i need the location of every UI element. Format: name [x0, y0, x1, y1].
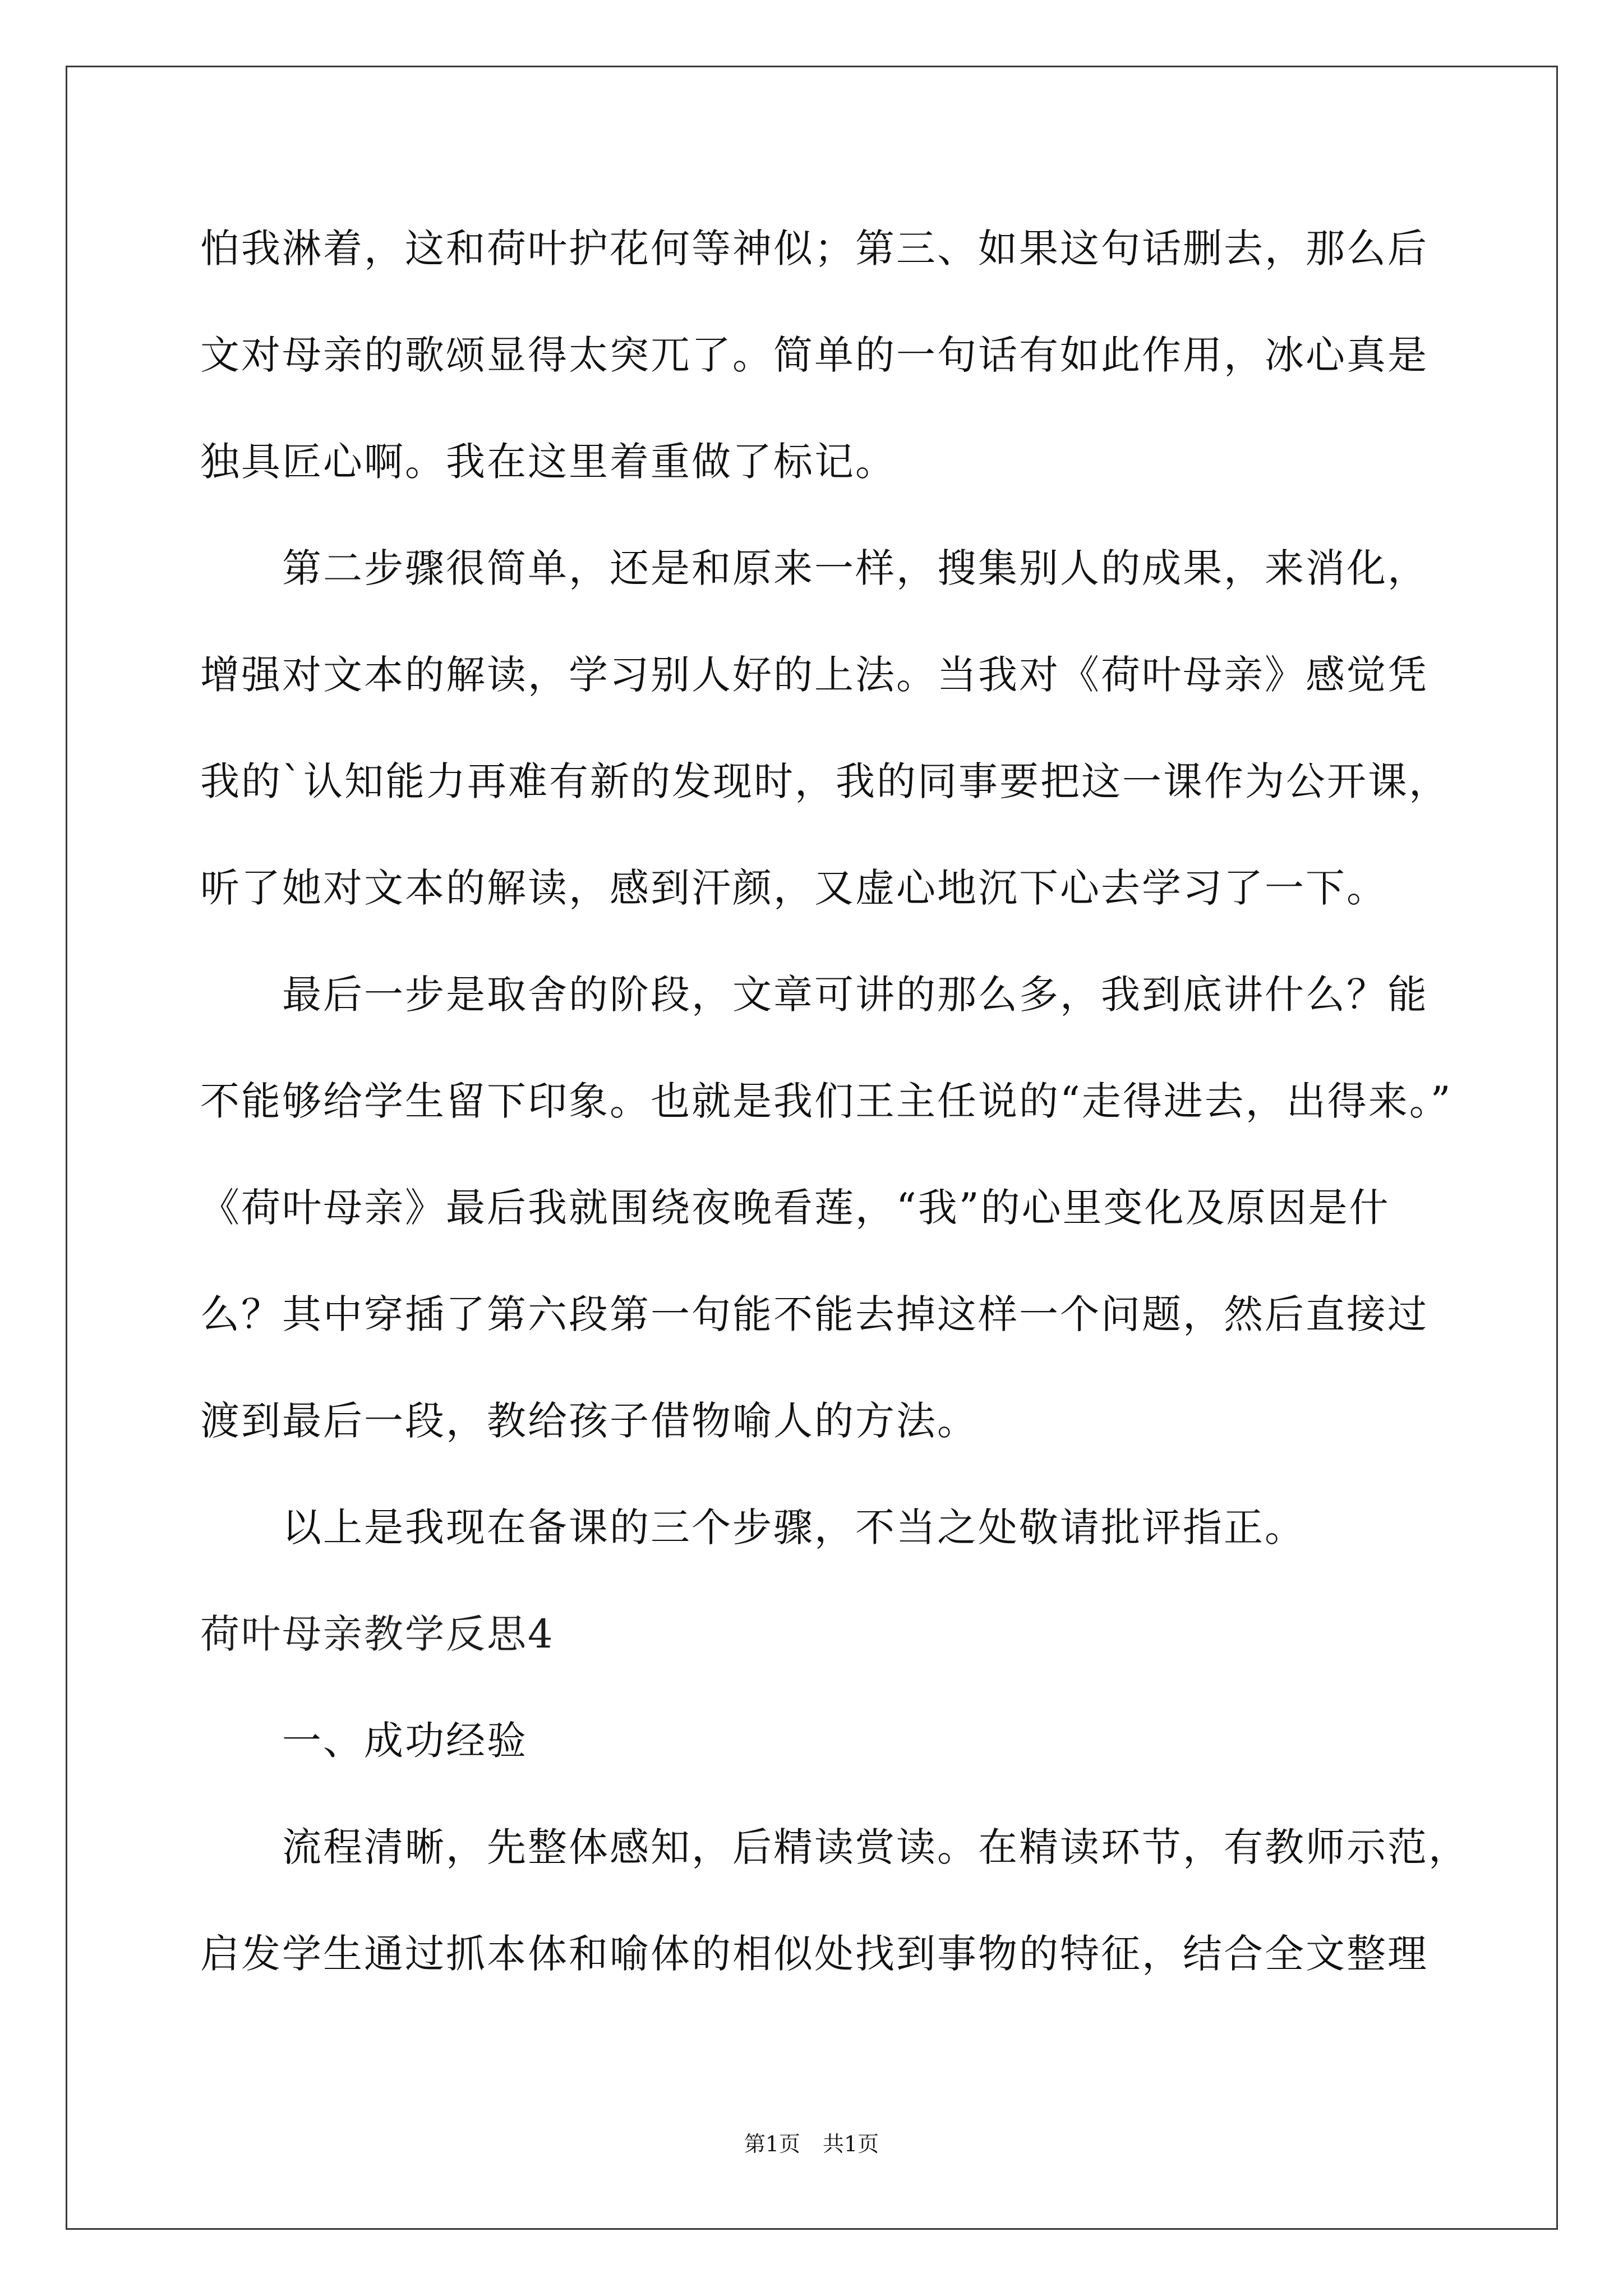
paragraph: [200, 1474, 1546, 1581]
paragraph: [200, 515, 1546, 941]
text-line: 启发学生通过抓本体和喻体的相似处找到事物的特征，结合全文整理: [200, 1931, 1428, 1977]
text-line: 我的`认知能力再难有新的发现时，我的同事要把这一课作为公开课，: [200, 758, 1450, 804]
text-line: 以上是我现在备课的三个步骤，不当之处敬请批评指正。: [282, 1504, 1306, 1550]
text-line: 怕我淋着，这和荷叶护花何等神似；第三、如果这句话删去，那么后: [200, 226, 1428, 272]
text-line: 《荷叶母亲》最后我就围绕夜晚看莲，“我”的心里变化及原因是什: [200, 1185, 1390, 1231]
paragraph: [200, 195, 1546, 515]
document-body: [200, 195, 1546, 2007]
page-number-total: 共1页: [823, 2132, 879, 2156]
text-line: 听了她对文本的解读，感到汗颜，又虚心地沉下心去学习了一下。: [200, 865, 1387, 911]
page-number-current: 第1页: [744, 2132, 800, 2156]
page-footer: [0, 2133, 1623, 2155]
text-line: 么？其中穿插了第六段第一句能不能去掉这样一个问题，然后直接过: [200, 1291, 1428, 1337]
text-line: 流程清晰，先整体感知，后精读赏读。在精读环节，有教师示范，: [282, 1824, 1469, 1870]
text-line: 第二步骤很简单，还是和原来一样，搜集别人的成果，来消化，: [282, 545, 1428, 591]
paragraph: [200, 941, 1546, 1474]
subsection-heading: 一、成功经验: [282, 1718, 528, 1764]
text-line: 渡到最后一段，教给孩子借物喻人的方法。: [200, 1398, 978, 1444]
text-line: 独具匠心啊。我在这里着重做了标记。: [200, 439, 896, 485]
paragraph: [200, 1794, 1546, 2007]
text-line: 不能够给学生留下印象。也就是我们王主任说的“走得进去，出得来。”: [200, 1078, 1453, 1124]
text-line: 文对母亲的歌颂显得太突兀了。简单的一句话有如此作用，冰心真是: [200, 332, 1428, 378]
text-line: 最后一步是取舍的阶段，文章可讲的那么多，我到底讲什么？能: [282, 972, 1428, 1018]
section-heading: 荷叶母亲教学反思4: [200, 1611, 555, 1657]
text-line: 增强对文本的解读，学习别人好的上法。当我对《荷叶母亲》感觉凭: [200, 652, 1428, 698]
